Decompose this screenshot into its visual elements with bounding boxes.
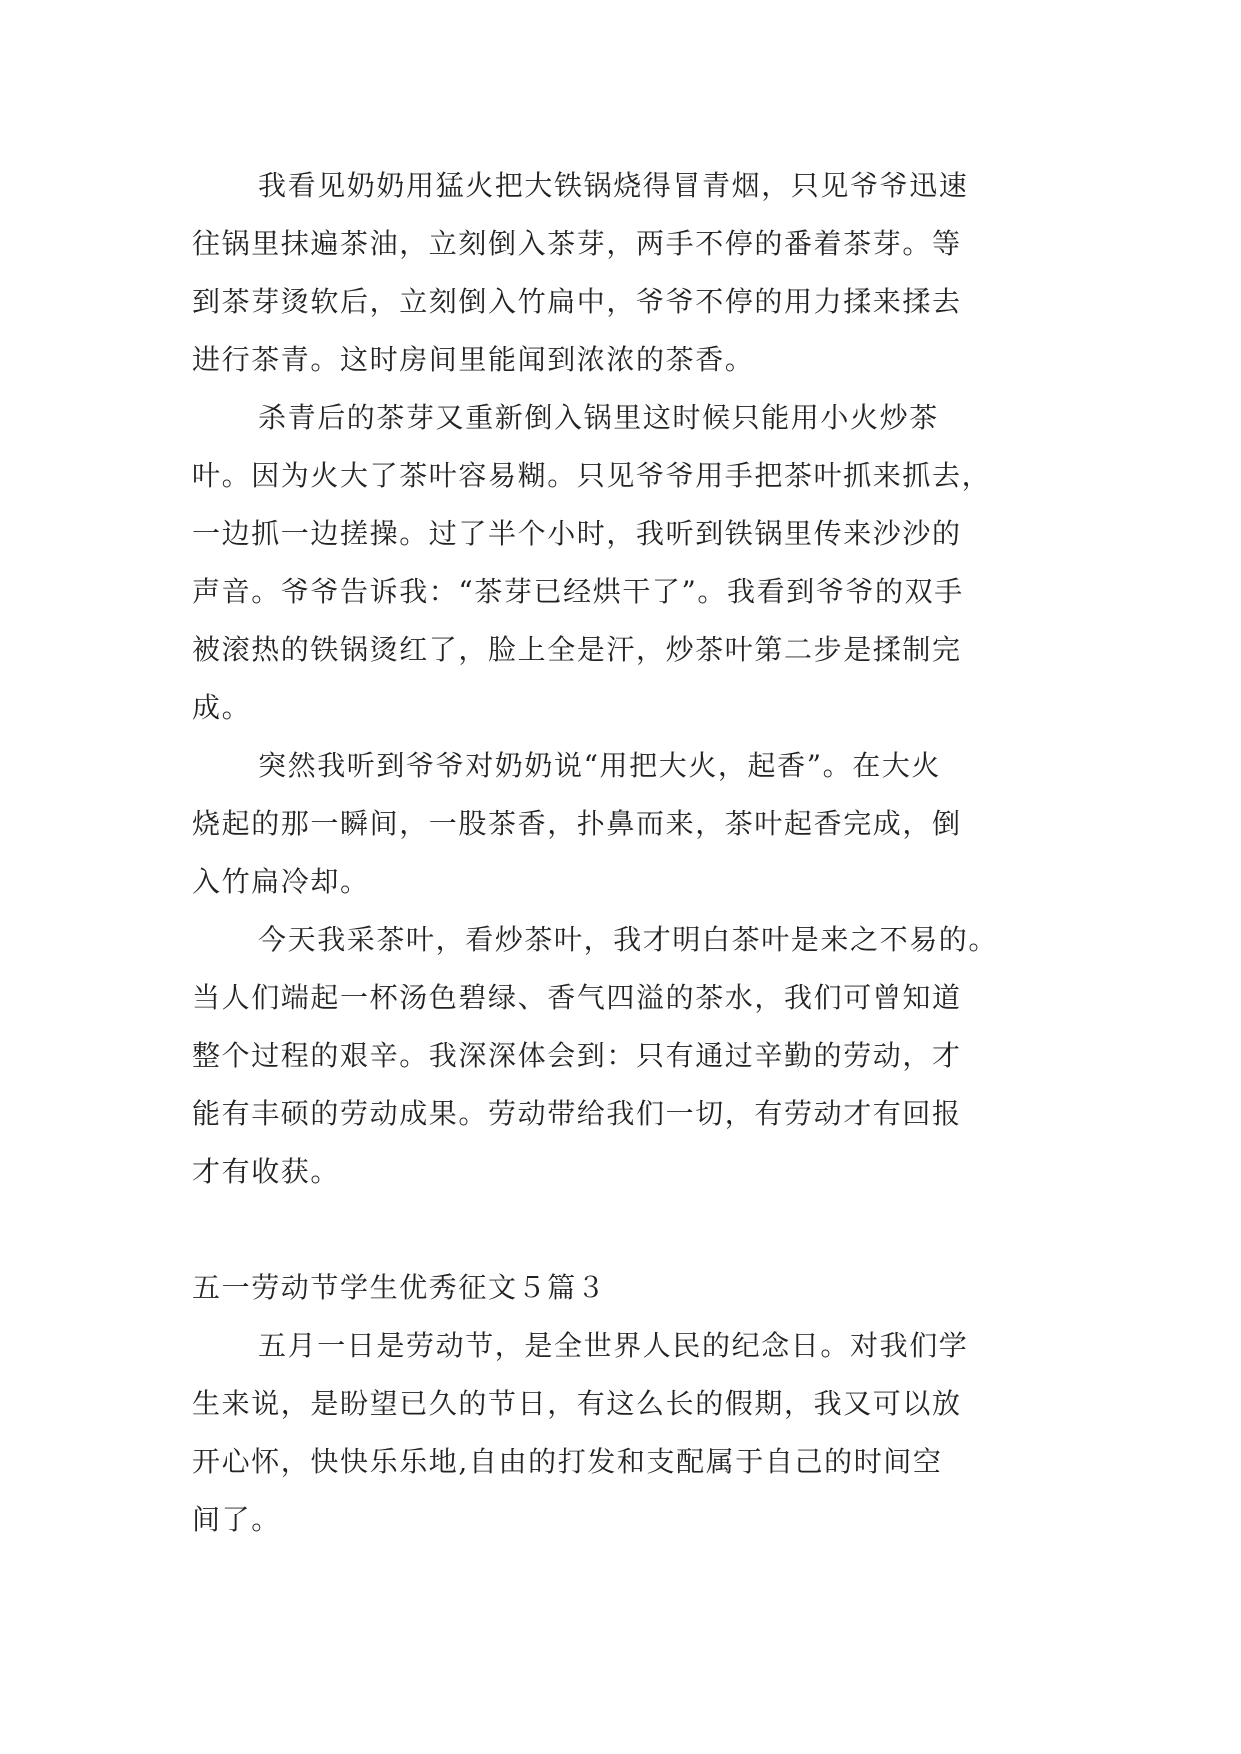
text-line: 入竹扁冷却。 bbox=[192, 865, 370, 898]
text-line: 突然我听到爷爷对奶奶说“用把大火，起香”。在大火 bbox=[258, 749, 942, 782]
text-line: 今天我采茶叶，看炒茶叶，我才明白茶叶是来之不易的。 bbox=[258, 923, 999, 956]
text-line: 间了。 bbox=[192, 1503, 281, 1536]
paragraph-tea-frying bbox=[192, 157, 1052, 389]
text-line: 生来说，是盼望已久的节日，有这么长的假期，我又可以放 bbox=[192, 1387, 962, 1420]
document-page bbox=[192, 157, 1052, 1549]
text-line: 五月一日是劳动节，是全世界人民的纪念日。对我们学 bbox=[258, 1329, 969, 1362]
text-line: 一边抓一边搓操。过了半个小时，我听到铁锅里传来沙沙的 bbox=[192, 517, 962, 550]
text-line: 杀青后的茶芽又重新倒入锅里这时候只能用小火炒茶 bbox=[258, 401, 939, 434]
text-line: 叶。因为火大了茶叶容易糊。只见爷爷用手把茶叶抓来抓去， bbox=[192, 459, 992, 492]
text-line: 当人们端起一杯汤色碧绿、香气四溢的茶水，我们可曾知道 bbox=[192, 981, 962, 1014]
paragraph-may-day bbox=[192, 1317, 1052, 1549]
text-line: 整个过程的艰辛。我深深体会到：只有通过辛勤的劳动，才 bbox=[192, 1039, 962, 1072]
paragraph-conclusion bbox=[192, 911, 1052, 1201]
text-line: 成。 bbox=[192, 691, 252, 724]
text-line: 我看见奶奶用猛火把大铁锅烧得冒青烟，只见爷爷迅速 bbox=[258, 169, 969, 202]
text-line: 烧起的那一瞬间，一股茶香，扑鼻而来，茶叶起香完成，倒 bbox=[192, 807, 962, 840]
section-heading bbox=[192, 1259, 1052, 1317]
paragraph-big-fire bbox=[192, 737, 1052, 911]
paragraph-low-fire bbox=[192, 389, 1052, 737]
text-line: 被滚热的铁锅烫红了，脸上全是汗，炒茶叶第二步是揉制完 bbox=[192, 633, 962, 666]
text-line: 开心怀，快快乐乐地,自由的打发和支配属于自己的时间空 bbox=[192, 1445, 943, 1478]
text-line: 能有丰硕的劳动成果。劳动带给我们一切，有劳动才有回报 bbox=[192, 1097, 962, 1130]
text-line: 到茶芽烫软后，立刻倒入竹扁中，爷爷不停的用力揉来揉去 bbox=[192, 285, 962, 318]
section-gap bbox=[192, 1201, 1052, 1259]
text-line: 进行茶青。这时房间里能闻到浓浓的茶香。 bbox=[192, 343, 755, 376]
text-line: 往锅里抹遍茶油，立刻倒入茶芽，两手不停的番着茶芽。等 bbox=[192, 227, 962, 260]
section-heading-text: 五一劳动节学生优秀征文５篇３ bbox=[192, 1271, 607, 1304]
text-line: 声音。爷爷告诉我：“茶芽已经烘干了”。我看到爷爷的双手 bbox=[192, 575, 964, 608]
text-line: 才有收获。 bbox=[192, 1155, 341, 1188]
